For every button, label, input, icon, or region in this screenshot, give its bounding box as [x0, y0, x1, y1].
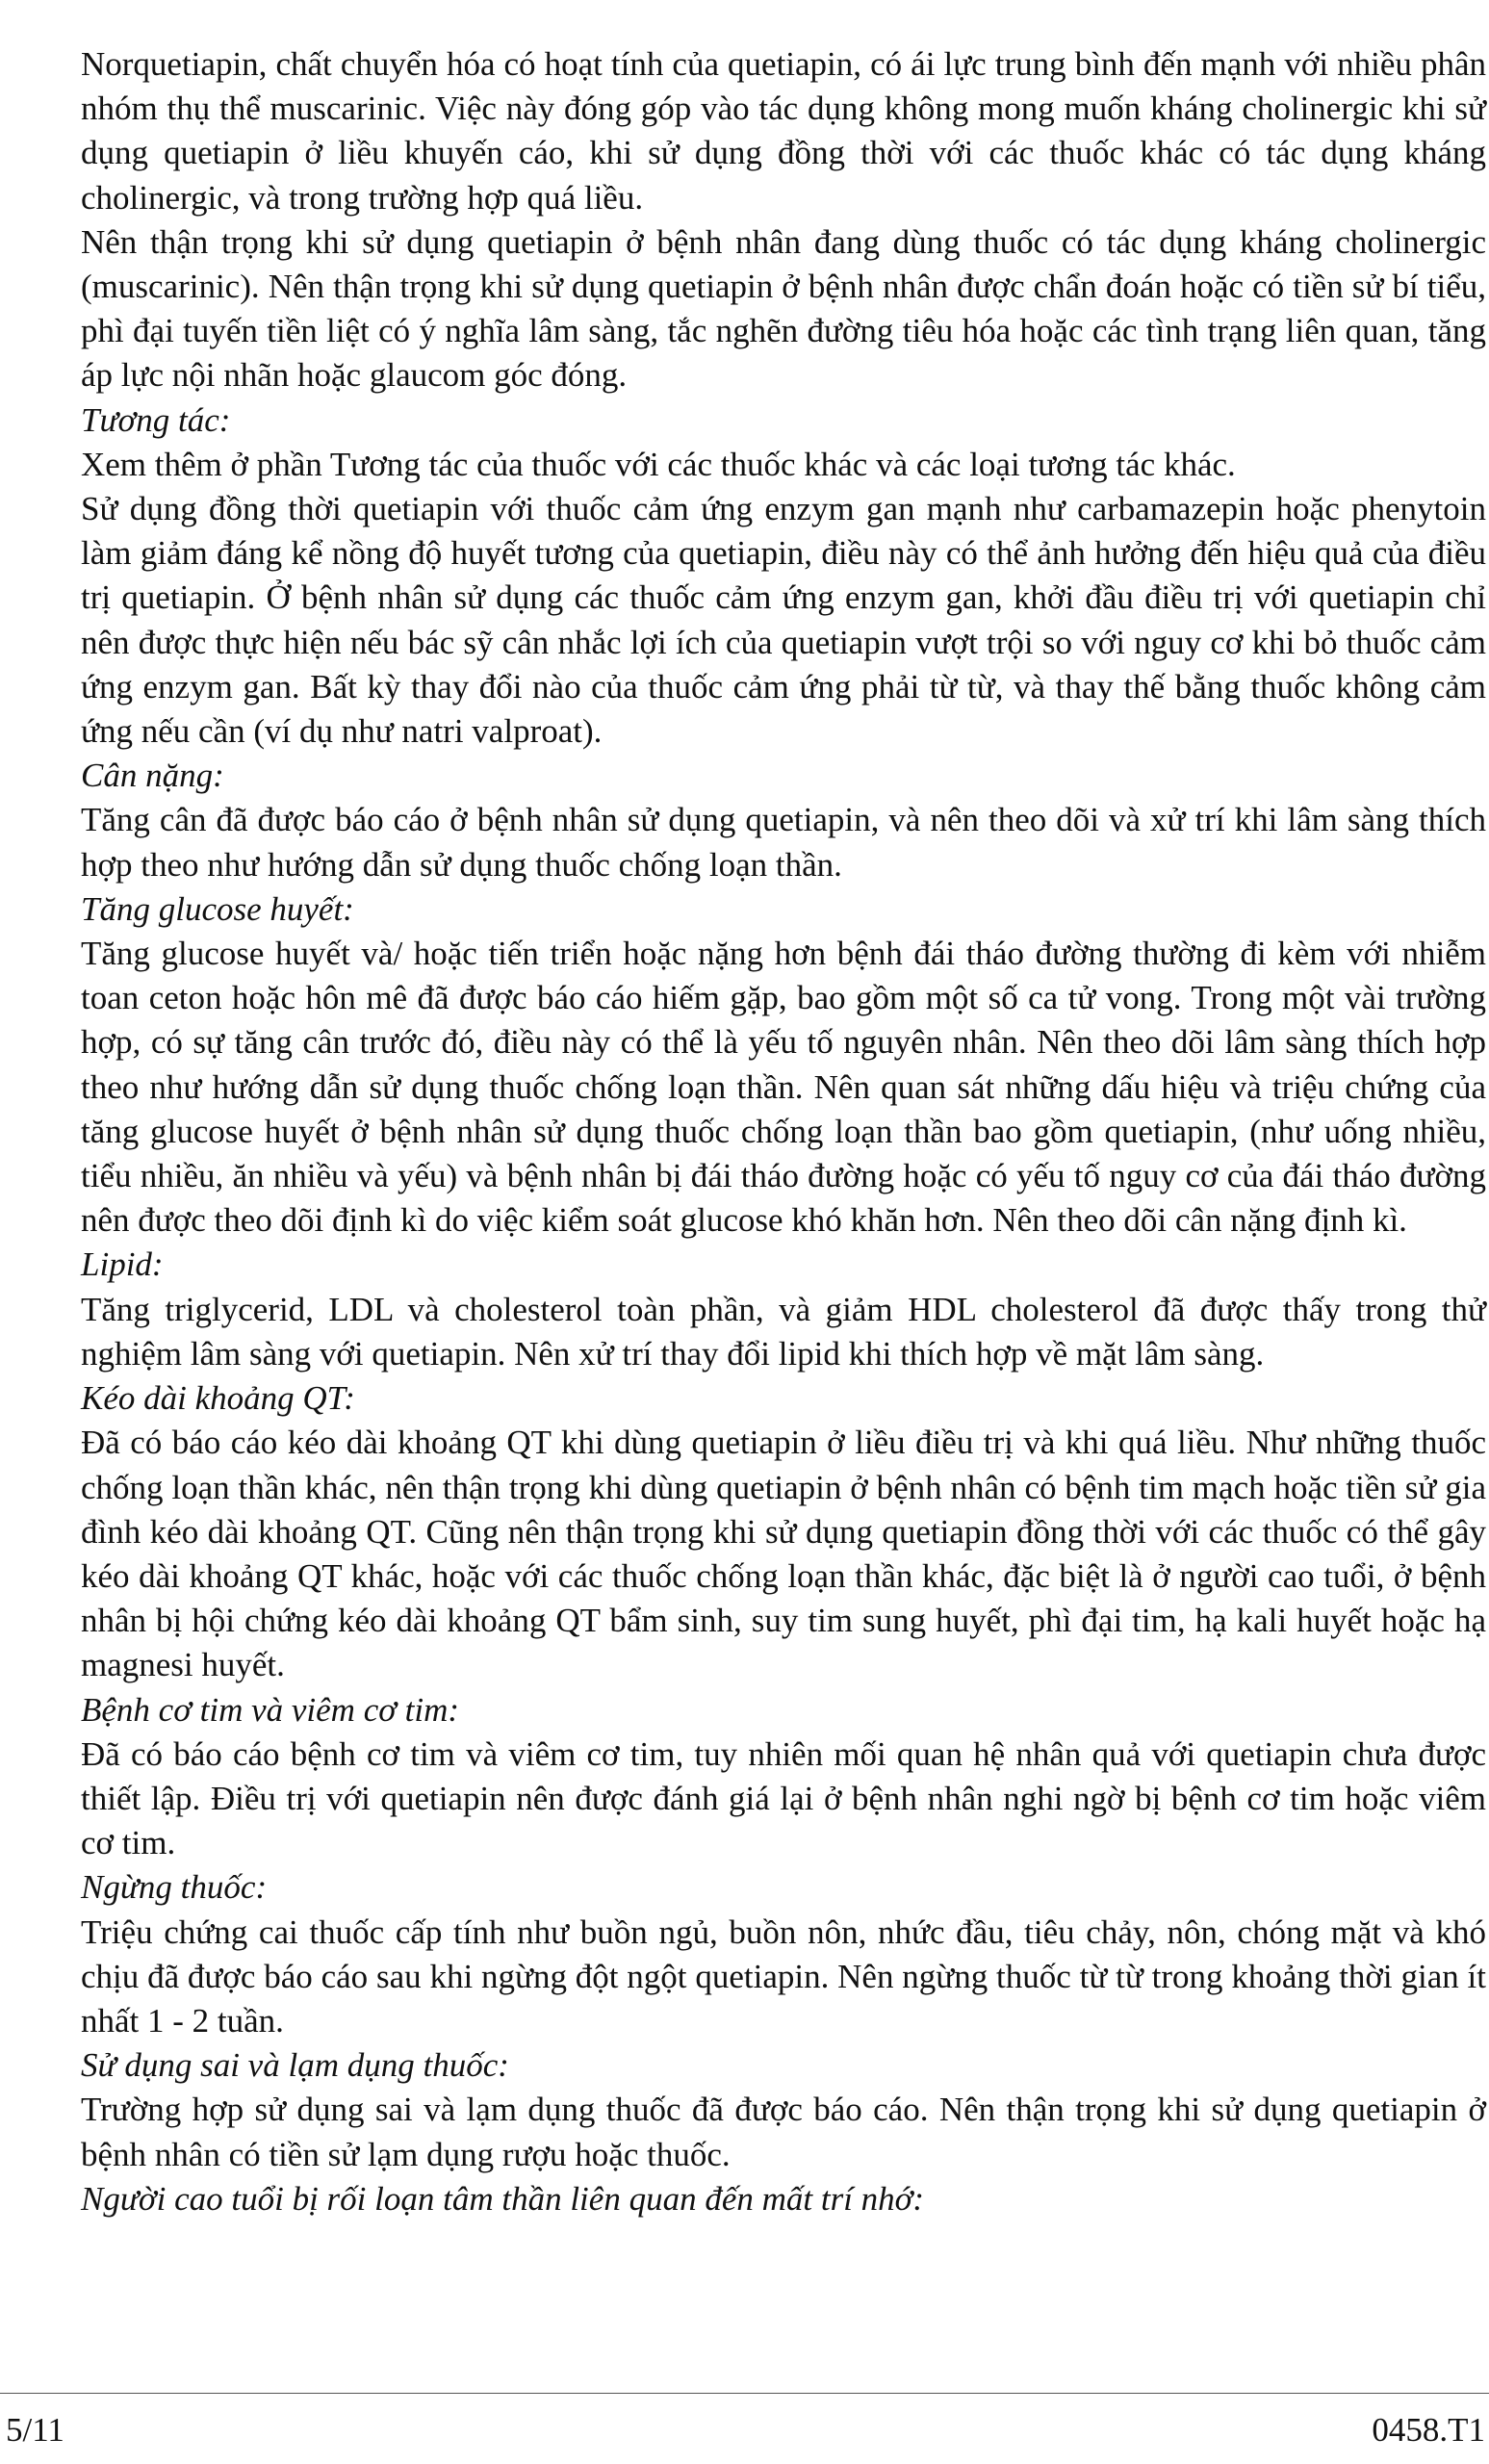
- heading-hyperglycemia: Tăng glucose huyết:: [81, 889, 354, 928]
- heading-interaction: Tương tác:: [81, 400, 231, 439]
- paragraph-cardiomyopathy: Đã có báo cáo bệnh cơ tim và viêm cơ tim, tuy nhiên mối quan hệ nhân quả với quetiapin chưa được thiết lập. Điều trị với quetiapin nên được đánh giá lại ở bệnh nhân nghi ngờ bị bệnh cơ tim hoặc viêm cơ tim.: [81, 1734, 1486, 1862]
- paragraph-misuse: Trường hợp sử dụng sai và lạm dụng thuốc đã được báo cáo. Nên thận trọng khi sử dụng quetiapin ở bệnh nhân có tiền sử lạm dụng rượu hoặc thuốc.: [81, 2091, 1486, 2173]
- heading-weight: Cân nặng:: [81, 757, 224, 795]
- paragraph-anticholinergic-2: Nên thận trọng khi sử dụng quetiapin ở bệnh nhân đang dùng thuốc có tác dụng kháng cholinergic (muscarinic). Nên thận trọng khi sử dụng quetiapin ở bệnh nhân được chẩn đoán hoặc có tiền sử bí tiểu, phì đại tuyến tiền liệt có ý nghĩa lâm sàng, tắc nghẽn đường tiêu hóa hoặc các tình trạng liên quan, tăng áp lực nội nhãn hoặc glaucom góc đóng.: [81, 222, 1486, 395]
- paragraph-withdrawal: Triệu chứng cai thuốc cấp tính như buồn ngủ, buồn nôn, nhức đầu, tiêu chảy, nôn, chóng mặt và khó chịu đã được báo cáo sau khi ngừng đột ngột quetiapin. Nên ngừng thuốc từ từ trong khoảng thời gian ít nhất 1 - 2 tuần.: [81, 1912, 1486, 2040]
- heading-withdrawal: Ngừng thuốc:: [81, 1868, 268, 1907]
- heading-misuse: Sử dụng sai và lạm dụng thuốc:: [81, 2046, 509, 2085]
- paragraph-hyperglycemia: Tăng glucose huyết và/ hoặc tiến triển hoặc nặng hơn bệnh đái tháo đường thường đi kèm với nhiễm toan ceton hoặc hôn mê đã được báo cáo hiếm gặp, bao gồm một số ca tử vong. Trong một vài trường hợp, có sự tăng cân trước đó, điều này có thể là yếu tố nguyên nhân. Nên theo dõi lâm sàng thích hợp theo như hướng dẫn sử dụng thuốc chống loạn thần. Nên quan sát những dấu hiệu và triệu chứng của tăng glucose huyết ở bệnh nhân sử dụng thuốc chống loạn thần bao gồm quetiapin, (như uống nhiều, tiểu nhiều, ăn nhiều và yếu) và bệnh nhân bị đái tháo đường hoặc có yếu tố nguy cơ của đái tháo đường nên được theo dõi định kì do việc kiểm soát glucose khó khăn hơn. Nên theo dõi cân nặng định kì.: [81, 935, 1486, 1240]
- paragraph-interaction-2: Sử dụng đồng thời quetiapin với thuốc cảm ứng enzym gan mạnh như carbamazepin hoặc phenytoin làm giảm đáng kể nồng độ huyết tương của quetiapin, điều này có thể ảnh hưởng đến hiệu quả của điều trị quetiapin. Ở bệnh nhân sử dụng các thuốc cảm ứng enzym gan, khởi đầu điều trị với quetiapin chỉ nên được thực hiện nếu bác sỹ cân nhắc lợi ích của quetiapin vượt trội so với nguy cơ khi bỏ thuốc cảm ứng enzym gan. Bất kỳ thay đổi nào của thuốc cảm ứng phải từ từ, và thay thế bằng thuốc không cảm ứng nếu cần (ví dụ như natri valproat).: [81, 490, 1486, 751]
- document-body: [81, 42, 1486, 2221]
- paragraph-anticholinergic-1: Norquetiapin, chất chuyển hóa có hoạt tính của quetiapin, có ái lực trung bình đến mạnh với nhiều phân nhóm thụ thể muscarinic. Việc này đóng góp vào tác dụng không mong muốn kháng cholinergic khi sử dụng quetiapin ở liều khuyến cáo, khi sử dụng đồng thời với các thuốc khác có tác dụng kháng cholinergic, và trong trường hợp quá liều.: [81, 45, 1486, 217]
- heading-lipid: Lipid:: [81, 1245, 164, 1284]
- heading-elderly-dementia: Người cao tuổi bị rối loạn tâm thần liên quan đến mất trí nhớ:: [81, 2179, 925, 2218]
- paragraph-interaction-1: Xem thêm ở phần Tương tác của thuốc với các thuốc khác và các loại tương tác khác.: [81, 445, 1236, 483]
- paragraph-lipid: Tăng triglycerid, LDL và cholesterol toàn phần, và giảm HDL cholesterol đã được thấy trong thử nghiệm lâm sàng với quetiapin. Nên xử trí thay đổi lipid khi thích hợp về mặt lâm sàng.: [81, 1290, 1486, 1373]
- heading-qt-prolongation: Kéo dài khoảng QT:: [81, 1379, 355, 1418]
- heading-cardiomyopathy: Bệnh cơ tim và viêm cơ tim:: [81, 1690, 460, 1729]
- footer-divider: [0, 2393, 1489, 2394]
- document-code: 0458.T1: [1372, 2411, 1485, 2449]
- paragraph-qt-prolongation: Đã có báo cáo kéo dài khoảng QT khi dùng quetiapin ở liều điều trị và khi quá liều. Như những thuốc chống loạn thần khác, nên thận trọng khi dùng quetiapin ở bệnh nhân có bệnh tim mạch hoặc tiền sử gia đình kéo dài khoảng QT. Cũng nên thận trọng khi sử dụng quetiapin đồng thời với các thuốc có thể gây kéo dài khoảng QT khác, hoặc với các thuốc chống loạn thần khác, đặc biệt là ở người cao tuổi, ở bệnh nhân bị hội chứng kéo dài khoảng QT bẩm sinh, suy tim sung huyết, phì đại tim, hạ kali huyết hoặc hạ magnesi huyết.: [81, 1424, 1486, 1684]
- page-number: 5/11: [6, 2411, 64, 2449]
- paragraph-weight: Tăng cân đã được báo cáo ở bệnh nhân sử dụng quetiapin, và nên theo dõi và xử trí khi lâm sàng thích hợp theo như hướng dẫn sử dụng thuốc chống loạn thần.: [81, 801, 1486, 884]
